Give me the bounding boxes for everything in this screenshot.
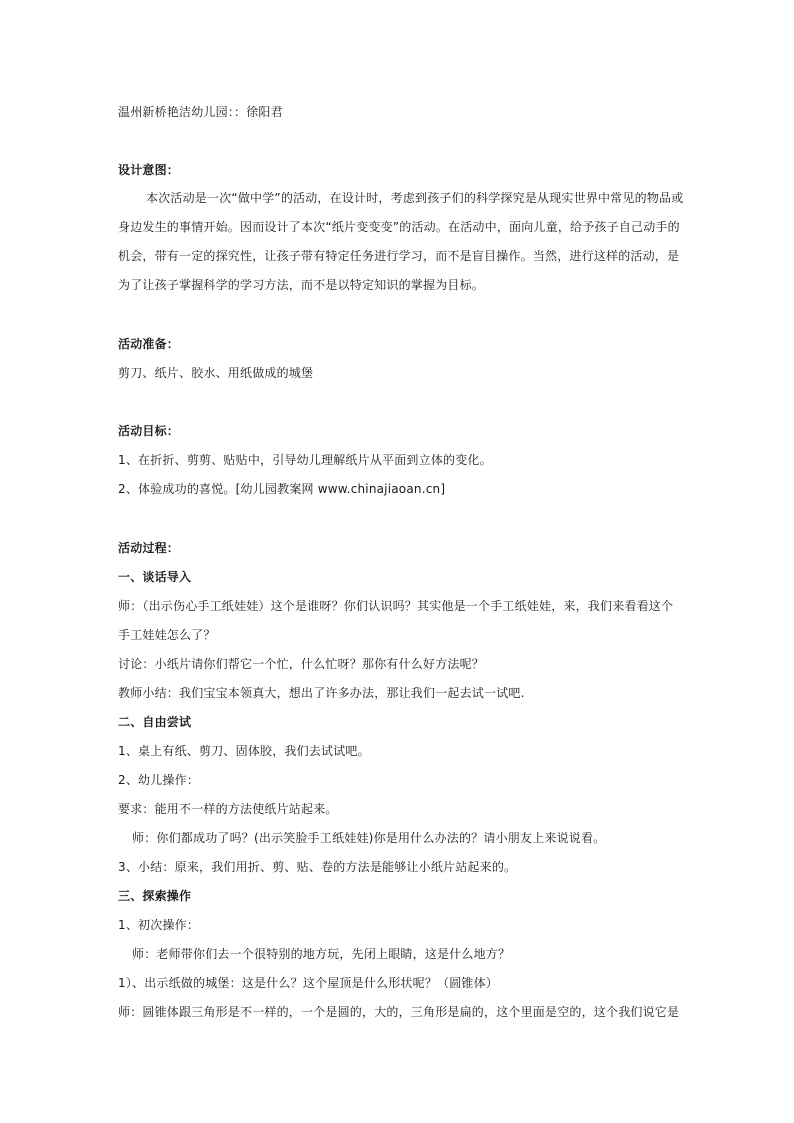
design-paragraph-line-3: 机会，带有一定的探究性，让孩子带有特定任务进行学习，而不是盲目操作。当然，进行这样的活动，是	[118, 249, 680, 263]
prep-heading: 活动准备：	[118, 337, 180, 351]
process-heading: 活动过程：	[118, 541, 180, 555]
section-3-line-3: 1）、出示纸做的城堡：这是什么？这个屋顶是什么形状呢？（圆锥体）	[118, 976, 499, 990]
section-1-line-4: 教师小结：我们宝宝本领真大，想出了许多办法，那让我们一起去试一试吧.	[118, 686, 525, 700]
section-2-line-1: 1、桌上有纸、剪刀、固体胶，我们去试试吧。	[118, 744, 370, 758]
section-2-title: 二、自由尝试	[118, 715, 192, 729]
section-3-title: 三、探索操作	[118, 889, 192, 903]
section-3-line-1: 1、初次操作：	[118, 918, 200, 932]
section-1-line-2: 手工娃娃怎么了？	[118, 628, 216, 642]
section-2-line-5: 3、小结：原来，我们用折、剪、贴、卷的方法是能够让小纸片站起来的。	[118, 860, 517, 874]
design-paragraph-line-4: 为了让孩子掌握科学的学习方法，而不是以特定知识的掌握为目标。	[118, 278, 485, 292]
section-2-line-3: 要求：能用不一样的方法使纸片站起来。	[118, 802, 338, 816]
prep-content: 剪刀、纸片、胶水、用纸做成的城堡	[118, 366, 314, 380]
author-line: 温州新桥艳洁幼儿园：：徐阳君	[118, 105, 283, 119]
goal-item-1: 1、在折折、剪剪、贴贴中，引导幼儿理解纸片从平面到立体的变化。	[118, 453, 492, 467]
design-paragraph-line-1: 本次活动是一次“做中学”的活动，在设计时，考虑到孩子们的科学探究是从现实世界中常见的物品或	[146, 191, 684, 205]
section-1-line-1: 师：（出示伤心手工纸娃娃）这个是谁呀？你们认识吗？其实他是一个手工纸娃娃，来，我们来看看这个	[118, 599, 674, 613]
section-3-line-4: 师：圆锥体跟三角形是不一样的，一个是圆的，大的，三角形是扁的，这个里面是空的，这个我们说它是	[118, 1005, 680, 1019]
section-2-line-4: 师：你们都成功了吗？(出示笑脸手工纸娃娃)你是用什么办法的？请小朋友上来说说看。	[132, 831, 606, 845]
design-heading: 设计意图：	[118, 163, 180, 177]
section-1-line-3: 讨论：小纸片请你们帮它一个忙，什么忙呀？那你有什么好方法呢？	[118, 657, 485, 671]
section-3-line-2: 师：老师带你们去一个很特别的地方玩，先闭上眼睛，这是什么地方？	[132, 947, 511, 961]
design-paragraph-line-2: 身边发生的事情开始。因而设计了本次“纸片变变变”的活动。在活动中，面向儿童，给予孩子自己动手的	[118, 220, 680, 234]
goal-item-2: 2、体验成功的喜悦。[幼儿园教案网 www.chinajiaoan.cn]	[118, 482, 446, 496]
section-1-title: 一、谈话导入	[118, 570, 192, 584]
goals-heading: 活动目标：	[118, 424, 180, 438]
section-2-line-2: 2、幼儿操作：	[118, 773, 200, 787]
